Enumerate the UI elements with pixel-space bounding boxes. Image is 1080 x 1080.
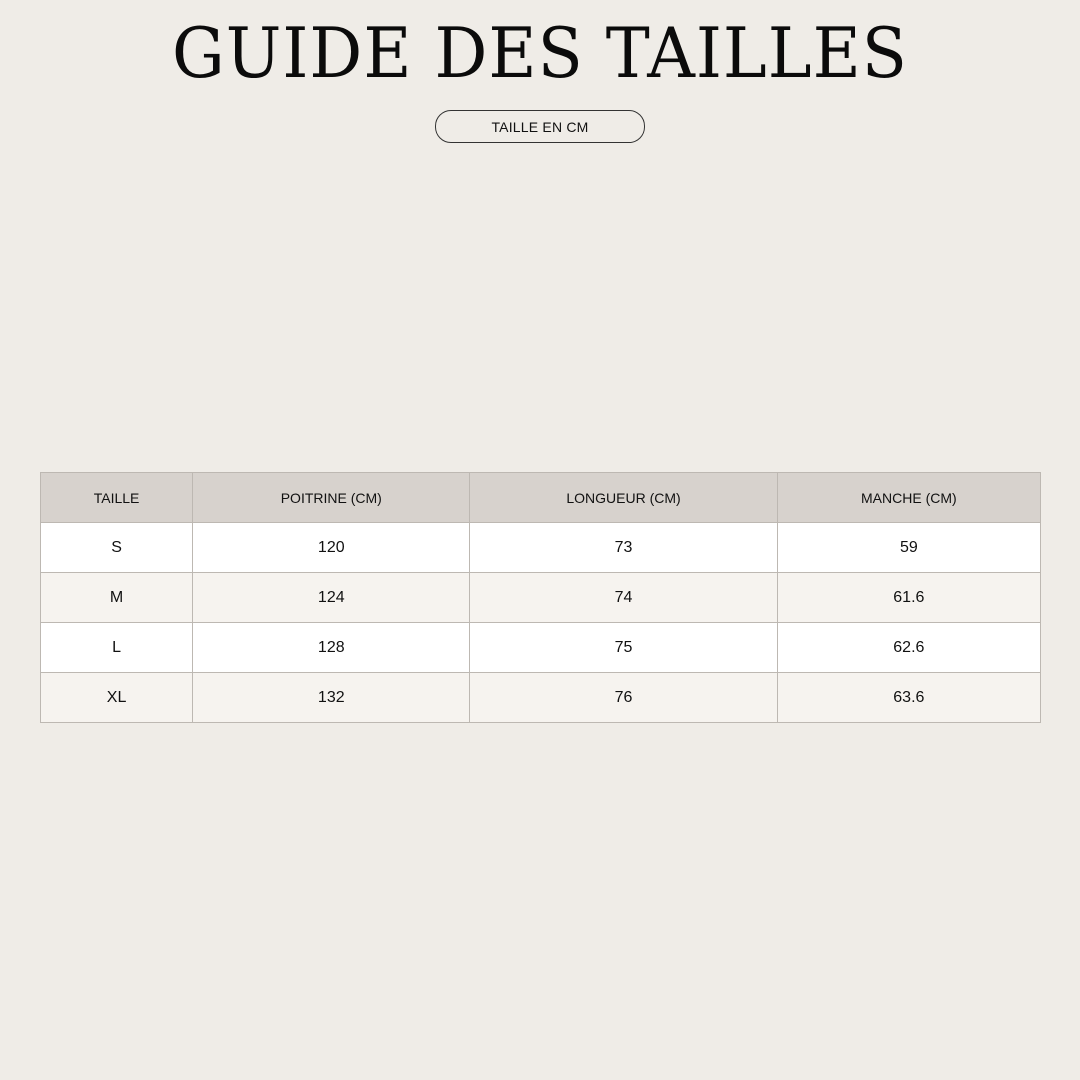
- header-poitrine: POITRINE (CM): [193, 473, 470, 523]
- cell-longueur: 73: [470, 523, 777, 573]
- cell-manche: 59: [777, 523, 1040, 573]
- cell-longueur: 76: [470, 673, 777, 723]
- table-row: [41, 523, 1041, 573]
- cell-longueur: 75: [470, 623, 777, 673]
- header-manche: MANCHE (CM): [777, 473, 1040, 523]
- cell-poitrine: 124: [193, 573, 470, 623]
- cell-size: L: [41, 623, 193, 673]
- table-row: [41, 623, 1041, 673]
- cell-longueur: 74: [470, 573, 777, 623]
- cell-manche: 62.6: [777, 623, 1040, 673]
- cell-poitrine: 132: [193, 673, 470, 723]
- cell-size: S: [41, 523, 193, 573]
- size-chart-table: [40, 472, 1041, 723]
- cell-poitrine: 128: [193, 623, 470, 673]
- header-longueur: LONGUEUR (CM): [470, 473, 777, 523]
- unit-badge: TAILLE EN CM: [435, 110, 645, 143]
- cell-manche: 61.6: [777, 573, 1040, 623]
- table-header-row: [41, 473, 1041, 523]
- page-title: GUIDE DES TAILLES: [172, 13, 908, 94]
- header-taille: TAILLE: [41, 473, 193, 523]
- cell-size: M: [41, 573, 193, 623]
- cell-size: XL: [41, 673, 193, 723]
- table-row: [41, 573, 1041, 623]
- table-row: [41, 673, 1041, 723]
- cell-manche: 63.6: [777, 673, 1040, 723]
- cell-poitrine: 120: [193, 523, 470, 573]
